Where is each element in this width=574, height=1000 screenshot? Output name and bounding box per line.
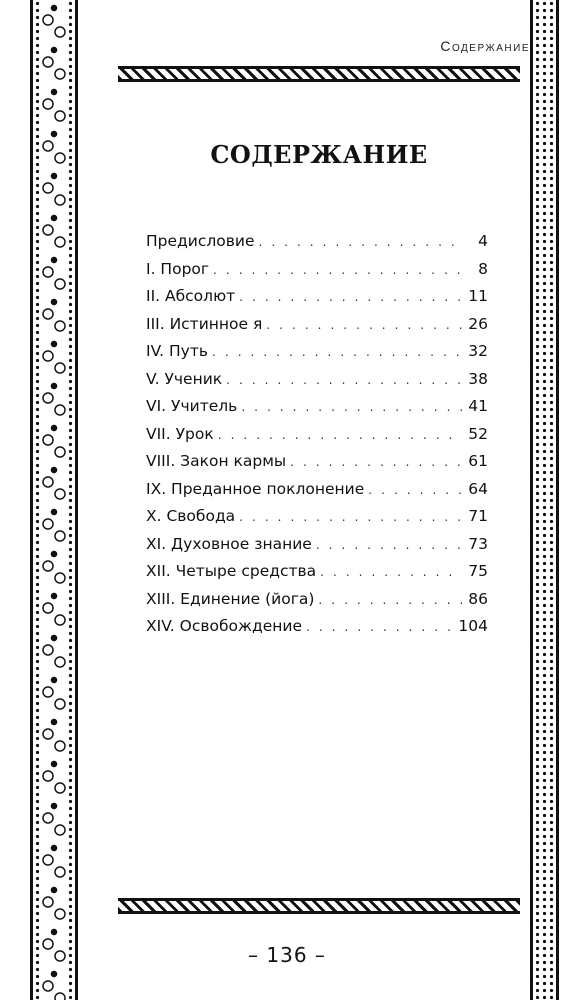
toc-entry[interactable] [146,342,488,370]
toc-entry-page: 11 [468,287,488,305]
toc-entry[interactable] [146,507,488,535]
toc-entry-label: I. Порог [146,259,210,278]
toc-entry-label: VIII. Закон кармы [146,452,287,470]
running-head: Содержание [440,38,530,54]
toc-entry-page: 8 [478,259,488,278]
page-number: – 136 – [248,943,326,967]
top-ornamental-band [118,66,520,82]
toc-entry[interactable] [146,425,488,453]
dot-leader [258,235,462,249]
toc-entry-page: 32 [468,342,488,360]
toc-entry-label: IV. Путь [146,342,209,360]
toc-entry[interactable] [146,452,488,480]
toc-entry-page: 71 [468,507,488,525]
toc-entry-label: XIV. Освобождение [146,617,302,635]
toc-entry-label: III. Истинное я [146,314,263,333]
dot-leader [226,373,462,387]
toc-entry[interactable] [146,287,488,315]
toc-entry-page: 38 [468,369,488,388]
toc-entry-page: 41 [468,397,488,415]
toc-entry-label: X. Свобода [146,507,236,525]
toc-entry-label: VII. Урок [146,424,214,443]
toc-entry-page: 52 [468,424,488,443]
toc-entry-page: 73 [468,534,488,553]
toc-entry-page: 61 [468,452,488,470]
dot-leader [306,620,454,634]
dot-leader [212,345,462,359]
toc-entry-page: 26 [468,314,488,333]
dot-leader [239,290,462,304]
toc-entry-page: 4 [478,232,488,250]
toc-entry[interactable] [146,232,488,260]
toc-entry[interactable] [146,617,488,645]
toc-entry-label: II. Абсолют [146,287,236,305]
toc-entry-label: Предисловие [146,232,255,250]
page-title: СОДЕРЖАНИЕ [210,140,428,169]
dot-leader [241,400,462,414]
dot-leader [320,565,462,579]
table-of-contents [146,232,488,645]
toc-entry-label: XIII. Единение (йога) [146,589,315,608]
dot-leader [290,455,462,469]
toc-entry-page: 86 [468,589,488,608]
toc-entry-page: 104 [458,617,488,635]
toc-entry-label: VI. Учитель [146,397,238,415]
toc-entry[interactable] [146,260,488,288]
dot-leader [218,428,462,442]
dot-leader [318,593,462,607]
toc-entry-label: XI. Духовное знание [146,534,312,553]
dot-leader [213,263,462,277]
toc-entry-page: 64 [468,479,488,498]
dot-leader [368,483,462,497]
toc-entry[interactable] [146,315,488,343]
toc-entry[interactable] [146,590,488,618]
right-ornamental-border [530,0,560,1000]
toc-entry[interactable] [146,397,488,425]
toc-entry[interactable] [146,562,488,590]
toc-entry-label: IX. Преданное поклонение [146,479,365,498]
dot-leader [266,318,462,332]
toc-entry-label: V. Ученик [146,369,223,388]
toc-entry-page: 75 [468,562,488,580]
toc-entry[interactable] [146,480,488,508]
dot-leader [316,538,462,552]
left-ornamental-border [30,0,78,1000]
toc-entry[interactable] [146,535,488,563]
bottom-ornamental-band [118,898,520,914]
toc-entry-label: XII. Четыре средства [146,562,317,580]
toc-entry[interactable] [146,370,488,398]
dot-leader [239,510,462,524]
